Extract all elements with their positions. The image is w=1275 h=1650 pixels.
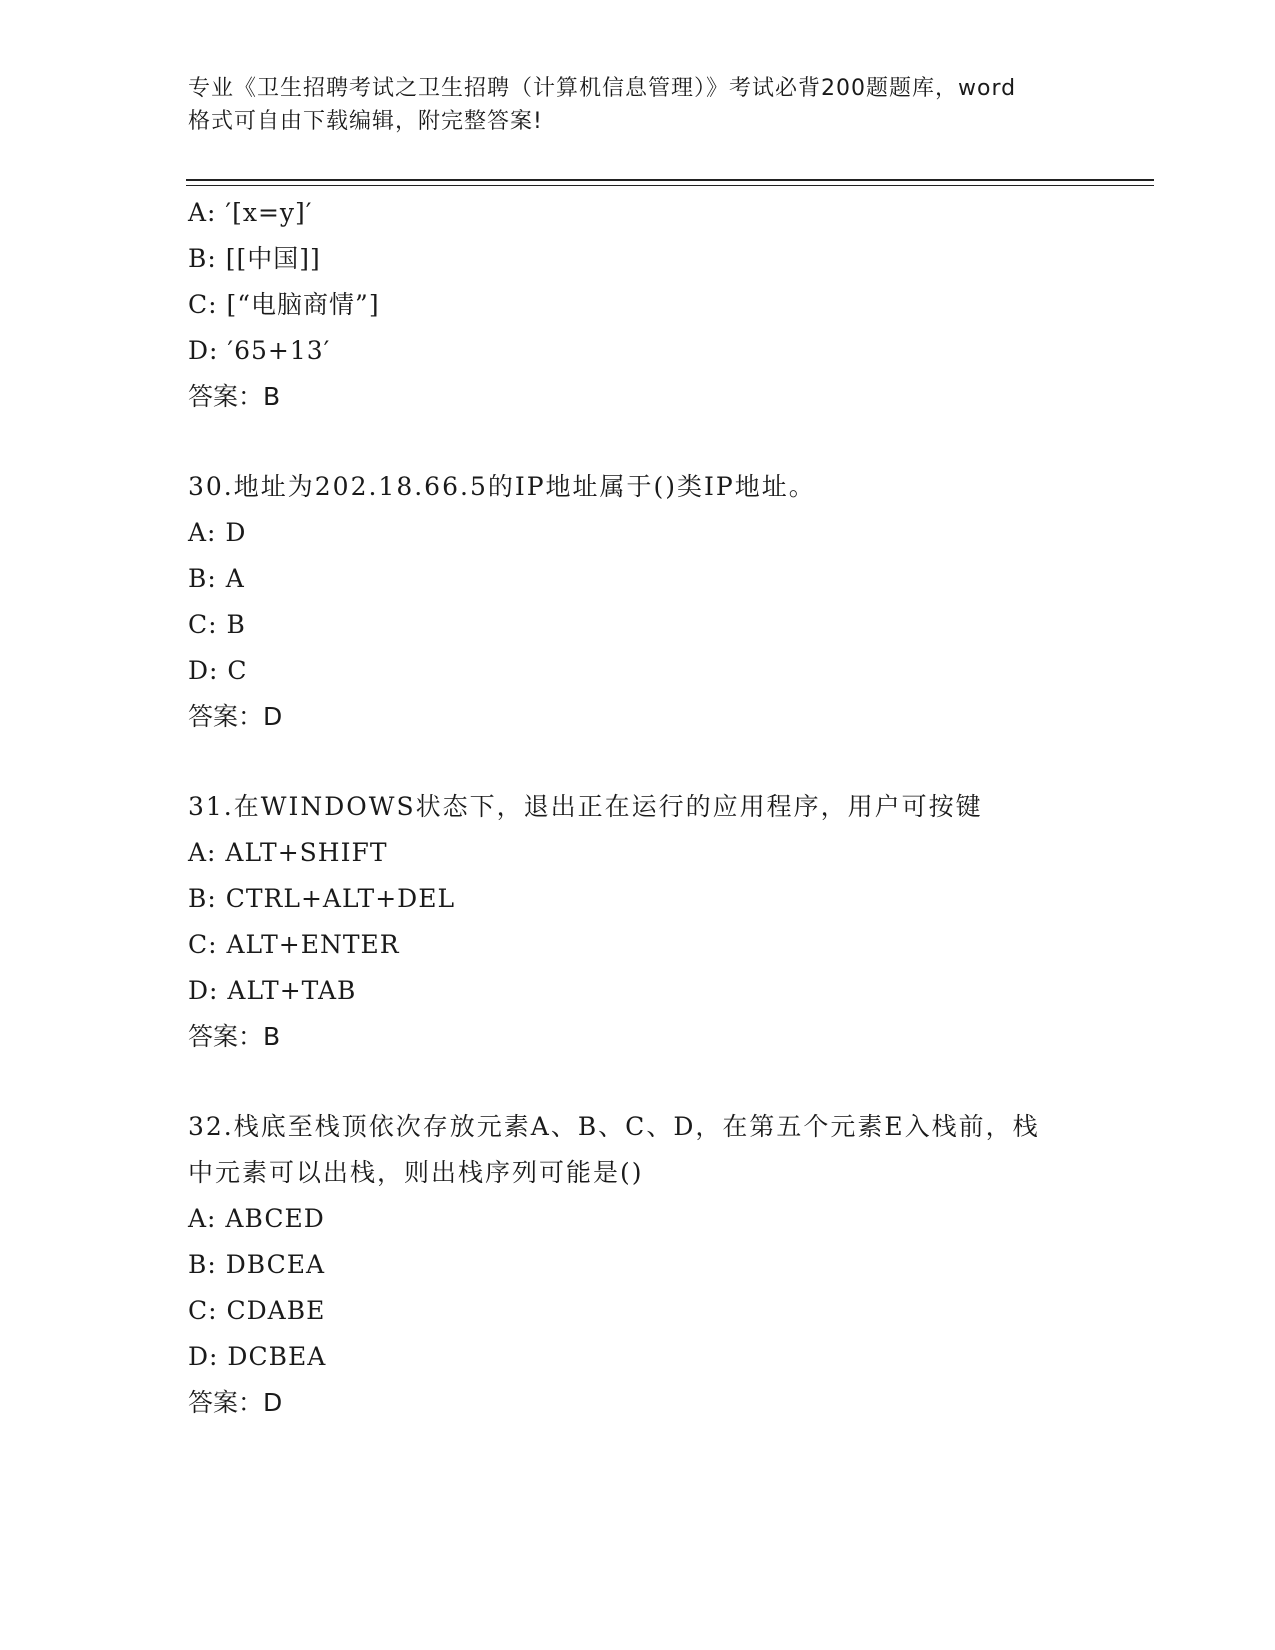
option-c: C: ALT+ENTER — [188, 930, 400, 959]
question-text-line1: 32.栈底至栈顶依次存放元素A、B、C、D，在第五个元素E入栈前，栈 — [188, 1112, 1040, 1141]
spacer — [188, 420, 1088, 464]
answer-label: 答案：B — [188, 1022, 281, 1051]
header-title-line2: 格式可自由下载编辑，附完整答案! — [188, 109, 543, 134]
option-c: C: B — [188, 610, 246, 639]
question-block-29 — [188, 190, 1088, 420]
option-a: A: ABCED — [188, 1204, 325, 1233]
option-a: A: ALT+SHIFT — [188, 838, 388, 867]
question-block-32 — [188, 1104, 1088, 1426]
question-text-line2: 中元素可以出栈，则出栈序列可能是() — [188, 1158, 644, 1187]
option-a: A: D — [188, 518, 247, 547]
question-list — [188, 190, 1088, 1426]
option-c: C: [“电脑商情”] — [188, 290, 380, 319]
option-b: B: A — [188, 564, 245, 593]
question-block-31 — [188, 784, 1088, 1060]
option-a: A: ′[x=y]′ — [188, 198, 313, 227]
question-block-30 — [188, 464, 1088, 740]
option-b: B: DBCEA — [188, 1250, 326, 1279]
spacer — [188, 1060, 1088, 1104]
header-divider-top — [186, 179, 1154, 181]
option-d: D: ′65+13′ — [188, 336, 331, 365]
header-title-line1: 专业《卫生招聘考试之卫生招聘（计算机信息管理）》考试必背200题题库，word — [188, 76, 1017, 101]
spacer — [188, 740, 1088, 784]
answer-label: 答案：B — [188, 382, 281, 411]
option-c: C: CDABE — [188, 1296, 326, 1325]
option-d: D: DCBEA — [188, 1342, 327, 1371]
option-b: B: [[中国]] — [188, 244, 321, 273]
option-d: D: C — [188, 656, 248, 685]
header-divider-bottom — [186, 185, 1154, 186]
option-d: D: ALT+TAB — [188, 976, 357, 1005]
document-header — [188, 72, 1088, 138]
question-text: 30.地址为202.18.66.5的IP地址属于()类IP地址。 — [188, 472, 816, 501]
question-text: 31.在WINDOWS状态下，退出正在运行的应用程序，用户可按键 — [188, 792, 983, 821]
answer-label: 答案：D — [188, 702, 283, 731]
answer-label: 答案：D — [188, 1388, 283, 1417]
option-b: B: CTRL+ALT+DEL — [188, 884, 456, 913]
